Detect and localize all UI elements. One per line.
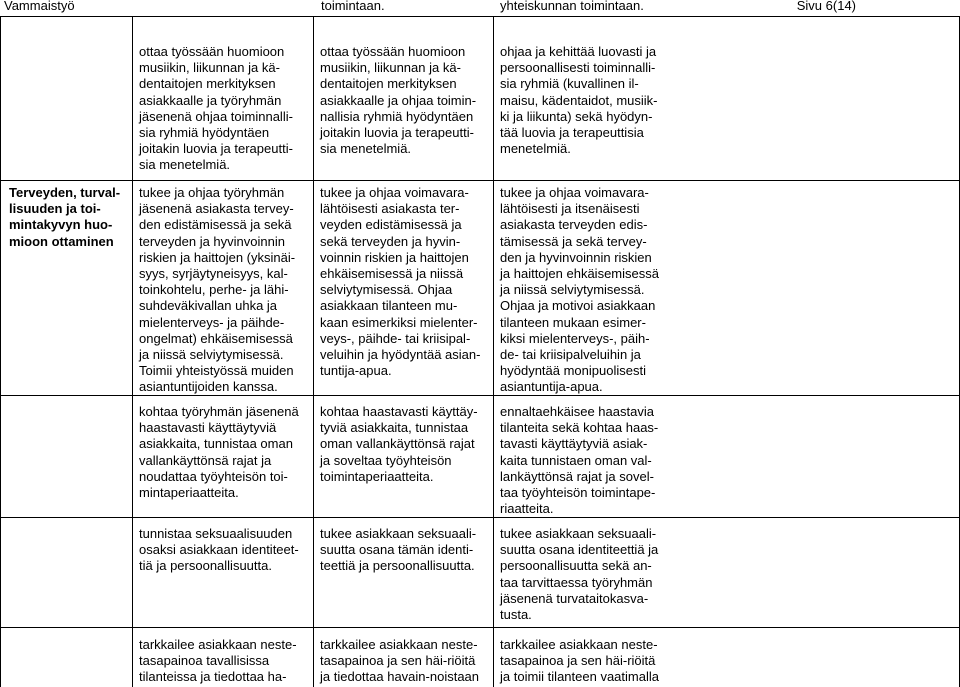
table-cell: kohtaa haastavasti käyttäy- tyviä asiakkaita, tunnistaa oman vallankäyttönsä rajat ja soveltaa työyhteisön toimintaperiaatteita.: [320, 404, 478, 484]
table-cell: tukee ja ohjaa voimavara- lähtöisesti asiakasta ter- veyden edistämisessä ja sekä terveyden ja hyvin- voinnin riskien ja haittojen ehkäisemisessä ja niissä selviytymisessä. Ohjaa asiakkaan tilanteen mu- kaan esimerkiksi mielenter- veys-, päihde- tai kriisipal- veluihin ja hyödyntää asian- tuntija-apua.: [320, 185, 481, 379]
table-cell: ottaa työssään huomioon musiikin, liikunnan ja kä- dentaitojen merkityksen asiakkaalle ja työryhmän jäsenenä ohjaa toiminnalli- sia ryhmiä hyödyntäen joitakin luovia ja terapeutti- sia menetelmiä.: [139, 44, 293, 173]
row-divider: [0, 517, 960, 518]
table-top-rule: [0, 16, 960, 17]
table-cell: tukee ja ohjaa voimavara- lähtöisesti ja itsenäisesti asiakasta terveyden edis- tämisessä ja sekä tervey- den ja hyvinvoinnin riskien ja haittojen ehkäisemisessä ja niissä selviytymisessä. Ohjaa ja motivoi asiakkaan tilanteen mukaan esimer- kiksi mielenterveys-, päih- de- tai kriisipalveluihin ja hyödyntää monipuolisesti asiantuntija-apua.: [500, 185, 659, 395]
document-title: Vammaistyö: [4, 0, 75, 13]
column-divider: [493, 16, 494, 687]
page-header: [0, 0, 960, 16]
column-divider: [0, 16, 1, 687]
table-cell: tarkkailee asiakkaan neste- tasapainoa ja sen häi-riöitä ja tiedottaa havain-noistaan: [320, 637, 480, 685]
column-divider: [132, 16, 133, 687]
table-cell: ottaa työssään huomioon musiikin, liikunnan ja kä- dentaitojen merkityksen asiakkaalle ja ohjaa toimin- nallisia ryhmiä hyödyntäen joitakin luovia ja terapeutti- sia menetelmiä.: [320, 44, 477, 157]
table-cell: ennaltaehkäisee haastavia tilanteita sekä kohtaa haas- tavasti käyttäytyviä asiak- kaita tunnistaen oman val- lankäyttönsä rajat ja sovel- taa työyhteisön toimintape- riaatteita.: [500, 404, 659, 517]
row-divider: [0, 627, 960, 628]
table-cell: tukee asiakkaan seksuaali- suutta osana tämän identi- teettiä ja persoonallisuutta.: [320, 526, 477, 574]
table-cell: tukee ja ohjaa työryhmän jäsenenä asiakasta tervey- den edistämisessä ja sekä terveyden ja hyvinvoinnin riskien ja haittojen (yksinäi- syys, syrjäytyneisyys, kal- toinkohtelu, perhe- ja lähi- suhdeväkivallan uhka ja mielenterveys- ja päihde- ongelmat) ehkäisemisessä ja niissä selviytymisessä. Toimii yhteistyössä muiden asiantuntijoiden kanssa.: [139, 185, 296, 395]
table-cell: tunnistaa seksuaalisuuden osaksi asiakkaan identiteet- tiä ja persoonallisuutta.: [139, 526, 299, 574]
table-cell: tarkkailee asiakkaan neste- tasapainoa ja sen häi-riöitä ja toimii tilanteen vaatimalla: [500, 637, 659, 685]
column-divider: [313, 16, 314, 687]
table-cell: tarkkailee asiakkaan neste- tasapainoa tavallisissa tilanteissa ja tiedottaa ha-: [139, 637, 297, 685]
header-fragment-2: yhteiskunnan toimintaan.: [500, 0, 644, 13]
row-label: Terveyden, turval- lisuuden ja toi- mintakyvyn huo- mioon ottaminen: [9, 185, 121, 249]
table-cell: tukee asiakkaan seksuaali- suutta osana identiteettiä ja persoonallisuutta sekä an- taa tarvittaessa työryhmän jäsenenä turvataitokasva- tusta.: [500, 526, 659, 623]
row-divider: [0, 180, 960, 181]
page-number: Sivu 6(14): [796, 0, 856, 13]
table-cell: ohjaa ja kehittää luovasti ja persoonallisesti toiminnalli- sia ryhmiä (kuvallinen il- maisu, kädentaidot, musiik- ki ja liikunta) sekä hyödyn- tää luovia ja terapeuttisia menetelmiä.: [500, 44, 658, 157]
table-cell: kohtaa työryhmän jäsenenä haastavasti käyttäytyviä asiakkaita, tunnistaa oman vallankäyttönsä rajat ja noudattaa työyhteisön toi- mintaperiaatteita.: [139, 404, 299, 501]
header-fragment-1: toimintaan.: [321, 0, 385, 13]
